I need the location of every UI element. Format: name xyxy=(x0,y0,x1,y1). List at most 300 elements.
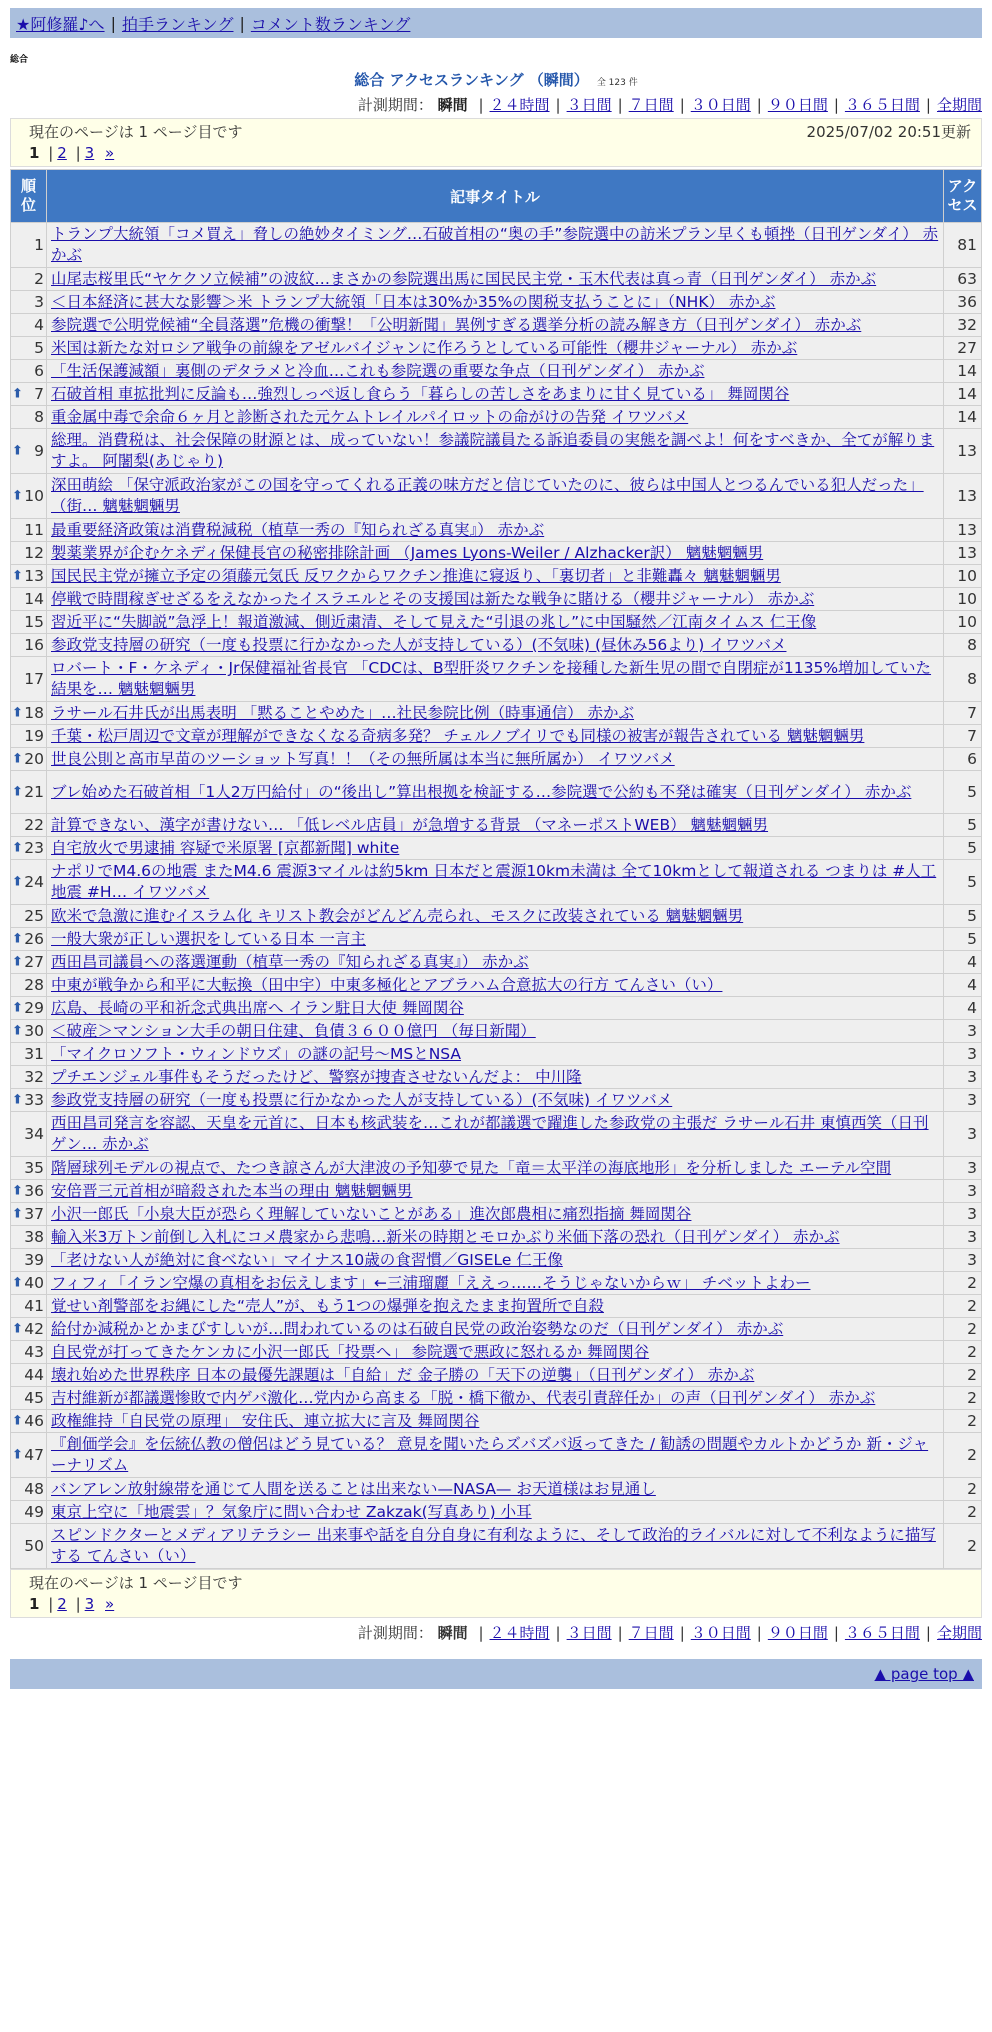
table-row xyxy=(11,928,982,951)
access-count: 2 xyxy=(944,1295,982,1318)
period-option-link[interactable]: ３６５日間 xyxy=(844,1624,920,1642)
rank-cell xyxy=(11,951,47,974)
article-link[interactable]: 「生活保護減額」裏側のデタラメと冷血…これも参院選の重要な争点（日刊ゲンダイ） 赤かぶ xyxy=(51,362,705,380)
article-link[interactable]: 参院選で公明党候補“全員落選”危機の衝撃！「公明新聞」異例すぎる選挙分析の読み解き方（日刊ゲンダイ） 赤かぶ xyxy=(51,316,862,334)
rank-number: 45 xyxy=(24,1389,44,1407)
access-count: 10 xyxy=(944,565,982,588)
page-next-link[interactable]: » xyxy=(105,1595,115,1613)
table-row xyxy=(11,1043,982,1066)
table-row xyxy=(11,905,982,928)
page-status: 現在のページは 1 ページ目です xyxy=(29,123,243,141)
article-link[interactable]: ブレ始めた石破首相「1人2万円給付」の“後出し”算出根拠を検証する…参院選で公約も不発は確実（日刊ゲンダイ） 赤かぶ xyxy=(51,782,912,801)
up-arrow-icon: ⬆ xyxy=(12,1183,23,1199)
article-link[interactable]: 米国は新たな対ロシア戦争の前線をアゼルバイジャンに作ろうとしている可能性（櫻井ジャーナル） 赤かぶ xyxy=(51,339,798,357)
table-row xyxy=(11,1295,982,1318)
rank-number: 33 xyxy=(24,1091,44,1109)
article-link[interactable]: バンアレン放射線帯を通じて人間を送ることは出来ない—NASA— お天道様はお見通し xyxy=(51,1480,656,1498)
period-current: 瞬間 xyxy=(437,1624,468,1642)
up-arrow-icon: ⬆ xyxy=(12,751,23,767)
page-link-3[interactable]: 3 xyxy=(84,1595,95,1613)
access-count: 5 xyxy=(944,814,982,837)
period-current: 瞬間 xyxy=(437,96,468,114)
rank-cell xyxy=(11,1043,47,1066)
access-count: 5 xyxy=(944,928,982,951)
table-row xyxy=(11,634,982,657)
rank-cell xyxy=(11,634,47,657)
table-row xyxy=(11,291,982,314)
title-cell xyxy=(47,1226,944,1249)
rank-cell xyxy=(11,814,47,837)
page-status: 現在のページは 1 ページ目です xyxy=(29,1574,243,1592)
table-header-row xyxy=(11,170,982,223)
access-count: 3 xyxy=(944,1180,982,1203)
rank-cell xyxy=(11,542,47,565)
article-link[interactable]: 総理。消費税は、社会保障の財源とは、成っていない！参議院議員たる訴追委員の実態を調べよ！何をすべきか、全てが解りますよ。 阿闍梨(あじゃり) xyxy=(51,431,935,470)
access-count: 5 xyxy=(944,905,982,928)
period-separator: | xyxy=(555,1624,561,1642)
rank-number: 47 xyxy=(24,1446,44,1464)
table-row xyxy=(11,406,982,429)
table-row xyxy=(11,1478,982,1501)
rank-cell xyxy=(11,1433,47,1478)
period-option-link[interactable]: ９０日間 xyxy=(767,1624,828,1642)
article-link[interactable]: 石破首相 車拡批判に反論も…強烈しっぺ返し食らう「暮らしの苦しさをあまりに甘く見ている」 舞岡関谷 xyxy=(51,385,790,403)
period-option-link[interactable]: ２４時間 xyxy=(489,1624,550,1642)
table-row xyxy=(11,1249,982,1272)
access-count: 14 xyxy=(944,406,982,429)
up-arrow-icon: ⬆ xyxy=(12,1092,23,1108)
title-cell xyxy=(47,1112,944,1157)
access-count: 2 xyxy=(944,1478,982,1501)
rank-number: 38 xyxy=(24,1228,44,1246)
article-link[interactable]: 停戦で時間稼ぎせざるをえなかったイスラエルとその支援国は新たな戦争に賭ける（櫻井ジャーナル） 赤かぶ xyxy=(51,590,815,608)
rank-number: 25 xyxy=(24,907,44,925)
title-cell xyxy=(47,1341,944,1364)
total-count: 全 123 件 xyxy=(596,78,638,88)
rank-cell xyxy=(11,1318,47,1341)
page-current: 1 xyxy=(29,1595,40,1613)
table-row xyxy=(11,771,982,814)
table-row xyxy=(11,542,982,565)
up-arrow-icon: ⬆ xyxy=(12,931,23,947)
access-count: 13 xyxy=(944,519,982,542)
col-access-header: アクセス xyxy=(944,170,982,223)
rank-cell xyxy=(11,974,47,997)
title-cell xyxy=(47,611,944,634)
period-separator: | xyxy=(925,96,931,114)
comment-ranking-link[interactable]: コメント数ランキング xyxy=(250,14,411,34)
period-option-link[interactable]: ３０日間 xyxy=(690,96,751,114)
access-count: 4 xyxy=(944,974,982,997)
access-count: 3 xyxy=(944,1020,982,1043)
page-next-link[interactable]: » xyxy=(105,144,115,162)
article-link[interactable]: 西田昌司発言を容認、天皇を元首に、日本も核武装を…これが都議選で躍進した参政党の主張だ ラサール石井 東慎西笑（日刊ゲン… 赤かぶ xyxy=(51,1114,929,1153)
rank-cell xyxy=(11,1364,47,1387)
period-option-link[interactable]: ７日間 xyxy=(628,96,674,114)
access-count: 3 xyxy=(944,1089,982,1112)
period-separator: | xyxy=(478,96,484,114)
page-link-2[interactable]: 2 xyxy=(57,1595,67,1613)
rank-number: 39 xyxy=(24,1251,44,1269)
period-option-link[interactable]: ３日間 xyxy=(566,96,612,114)
period-separator: | xyxy=(679,1624,685,1642)
period-separator: | xyxy=(617,96,623,114)
table-row xyxy=(11,611,982,634)
title-cell xyxy=(47,406,944,429)
title-cell xyxy=(47,771,944,814)
article-link[interactable]: 壊れ始めた世界秩序 日本の最優先課題は「自給」だ 金子勝の「天下の逆襲」（日刊ゲンダイ） 赤かぶ xyxy=(51,1366,755,1384)
table-row xyxy=(11,1112,982,1157)
title-cell xyxy=(47,1180,944,1203)
access-count: 3 xyxy=(944,1157,982,1180)
rank-cell xyxy=(11,1089,47,1112)
rank-number: 3 xyxy=(34,293,44,311)
title-cell xyxy=(47,588,944,611)
rank-number: 5 xyxy=(34,339,44,357)
period-options xyxy=(472,1624,982,1642)
col-title-header: 記事タイトル xyxy=(47,170,944,223)
rank-number: 32 xyxy=(24,1068,44,1086)
access-count: 13 xyxy=(944,542,982,565)
article-link[interactable]: 山尾志桜里氏“ヤケクソ立候補”の波紋…まさかの参院選出馬に国民民主党・玉木代表は真っ青（日刊ゲンダイ） 赤かぶ xyxy=(51,270,877,288)
article-link[interactable]: 中東が戦争から和平に大転換（田中宇）中東多極化とアブラハム合意拡大の行方 てんさい（い） xyxy=(51,976,723,994)
title-cell xyxy=(47,974,944,997)
article-link[interactable]: ＜破産＞マンション大手の朝日住建、負債３６００億円 （毎日新聞） xyxy=(51,1022,536,1040)
title-cell xyxy=(47,314,944,337)
rank-cell xyxy=(11,1478,47,1501)
rank-cell xyxy=(11,337,47,360)
ranking-table xyxy=(10,169,982,1569)
ranking-title: 総合 アクセスランキング （瞬間） xyxy=(354,71,589,89)
article-link[interactable]: 参政党支持層の研究（一度も投票に行かなかった人が支持している）(不気味) イワツバメ xyxy=(51,1091,673,1109)
article-link[interactable]: 安倍晋三元首相が暗殺された本当の理由 魑魅魍魎男 xyxy=(51,1182,413,1200)
rank-number: 9 xyxy=(34,442,44,460)
title-cell xyxy=(47,1203,944,1226)
period-option-link[interactable]: ３６５日間 xyxy=(844,96,920,114)
article-link[interactable]: プチエンジェル事件もそうだったけど、警察が捜査させないんだよ： 中川隆 xyxy=(51,1068,582,1086)
access-count: 36 xyxy=(944,291,982,314)
title-cell xyxy=(47,837,944,860)
access-count: 2 xyxy=(944,1387,982,1410)
up-arrow-icon: ⬆ xyxy=(12,1413,23,1429)
rank-cell xyxy=(11,1295,47,1318)
rank-number: 27 xyxy=(24,953,44,971)
period-selector xyxy=(10,94,982,115)
page-top-link[interactable]: ▲ page top ▲ xyxy=(874,1665,974,1683)
rank-cell xyxy=(11,1387,47,1410)
rank-number: 18 xyxy=(24,704,44,722)
up-arrow-icon: ⬆ xyxy=(12,386,23,402)
period-option-link[interactable]: ３０日間 xyxy=(690,1624,751,1642)
article-link[interactable]: 東京上空に「地震雲」？気象庁に問い合わせ Zakzak(写真あり) 小耳 xyxy=(51,1503,532,1521)
article-link[interactable]: 深田萌絵 「保守派政治家がこの国を守ってくれる正義の味方だと信じていたのに、彼らは中国人とつるんでいる犯人だった」（街… 魑魅魍魎男 xyxy=(51,476,924,515)
up-arrow-icon: ⬆ xyxy=(12,1321,23,1337)
up-arrow-icon: ⬆ xyxy=(12,954,23,970)
up-arrow-icon: ⬆ xyxy=(12,1275,23,1291)
title-cell xyxy=(47,1157,944,1180)
article-link[interactable]: 国民民主党が擁立予定の須藤元気氏 反ワクからワクチン推進に寝返り、「裏切者」と非難轟々 魑魅魍魎男 xyxy=(51,567,781,585)
article-link[interactable]: 給付か減税かとかまびすしいが…問われているのは石破自民党の政治姿勢なのだ（日刊ゲンダイ） 赤かぶ xyxy=(51,1320,784,1338)
table-row xyxy=(11,565,982,588)
rank-number: 6 xyxy=(34,362,44,380)
title-cell xyxy=(47,951,944,974)
rank-cell xyxy=(11,223,47,268)
rank-number: 11 xyxy=(24,521,44,539)
table-row xyxy=(11,1318,982,1341)
article-link[interactable]: 製薬業界が企むケネディ保健長官の秘密排除計画 （James Lyons-Weiler / Alzhacker訳） 魑魅魍魎男 xyxy=(51,544,764,562)
rank-number: 20 xyxy=(24,750,44,768)
table-row xyxy=(11,1203,982,1226)
rank-number: 37 xyxy=(24,1205,44,1223)
period-option-link[interactable]: ７日間 xyxy=(628,1624,674,1642)
rank-cell xyxy=(11,1020,47,1043)
period-label: 計測期間： xyxy=(357,96,433,114)
rank-cell xyxy=(11,360,47,383)
rank-number: 30 xyxy=(24,1022,44,1040)
rank-cell xyxy=(11,905,47,928)
title-cell xyxy=(47,474,944,519)
rank-cell xyxy=(11,1112,47,1157)
table-row xyxy=(11,588,982,611)
access-count: 7 xyxy=(944,725,982,748)
up-arrow-icon: ⬆ xyxy=(12,1447,23,1463)
table-row xyxy=(11,223,982,268)
article-link[interactable]: ＜日本経済に甚大な影響＞米 トランプ大統領「日本は30%か35%の関税支払うことに」（NHK） 赤かぶ xyxy=(51,293,776,311)
article-link[interactable]: 吉村維新が都議選惨敗で内ゲバ激化…党内から高まる「脱・橋下徹か、代表引責辞任か」の声（日刊ゲンダイ） 赤かぶ xyxy=(51,1389,876,1407)
period-option-link[interactable]: ３日間 xyxy=(566,1624,612,1642)
article-link[interactable]: フィフィ「イラン空爆の真相をお伝えします」←三浦瑠麗「ええっ……そうじゃないからｗ」 チベットよわー xyxy=(51,1274,811,1292)
table-row xyxy=(11,837,982,860)
rank-number: 1 xyxy=(34,236,44,254)
title-cell xyxy=(47,337,944,360)
article-link[interactable]: 計算できない、漢字が書けない… 「低レベル店員」が急増する背景 （マネーポストWEB） 魑魅魍魎男 xyxy=(51,816,769,834)
article-link[interactable]: 重金属中毒で余命６ヶ月と診断された元ケムトレイルパイロットの命がけの告発 イワツバメ xyxy=(51,408,689,426)
rank-cell xyxy=(11,474,47,519)
table-row xyxy=(11,702,982,725)
table-row xyxy=(11,1524,982,1569)
title-cell xyxy=(47,291,944,314)
page-link-3[interactable]: 3 xyxy=(84,144,95,162)
rank-number: 46 xyxy=(24,1412,44,1430)
rank-number: 42 xyxy=(24,1320,44,1338)
access-count: 10 xyxy=(944,611,982,634)
title-cell xyxy=(47,268,944,291)
article-link[interactable]: ナポリでM4.6の地震 またM4.6 震源3マイルは約5km 日本だと震源10km未満は 全て10kmとして報道される つまりは #人工地震 #H… イワツバメ xyxy=(51,862,937,901)
rank-cell xyxy=(11,702,47,725)
title-cell xyxy=(47,565,944,588)
access-count: 3 xyxy=(944,1249,982,1272)
rank-cell xyxy=(11,657,47,702)
article-link[interactable]: 小沢一郎氏「小泉大臣が恐らく理解していないことがある」進次郎農相に痛烈指摘 舞岡関谷 xyxy=(51,1205,692,1223)
nav-separator: | xyxy=(110,13,116,33)
access-count: 13 xyxy=(944,429,982,474)
rank-number: 16 xyxy=(24,636,44,654)
article-link[interactable]: 広島、長崎の平和祈念式典出席へ イラン駐日大使 舞岡関谷 xyxy=(51,999,464,1017)
title-cell xyxy=(47,1272,944,1295)
home-link[interactable]: ★阿修羅♪へ xyxy=(16,14,105,34)
table-row xyxy=(11,429,982,474)
table-row xyxy=(11,1364,982,1387)
table-row xyxy=(11,997,982,1020)
table-row xyxy=(11,519,982,542)
page-title xyxy=(0,69,992,90)
table-row xyxy=(11,1387,982,1410)
article-link[interactable]: ロバート・F・ケネディ・Jr保健福祉省長官 「CDCは、B型肝炎ワクチンを接種した新生児の間で自閉症が1135%増加していた結果を… 魑魅魍魎男 xyxy=(51,659,932,698)
access-count: 2 xyxy=(944,1272,982,1295)
article-link[interactable]: 政権維持「自民党の原理」 安住氏、連立拡大に言及 舞岡関谷 xyxy=(51,1412,480,1430)
up-arrow-icon: ⬆ xyxy=(12,784,23,800)
article-link[interactable]: 参政党支持層の研究（一度も投票に行かなかった人が支持している）(不気味) (昼休み56より) イワツバメ xyxy=(51,636,787,654)
article-link[interactable]: 『創価学会』を伝統仏教の僧侶はどう見ている？ 意見を聞いたらズバズバ返ってきた / 勧誘の問題やカルトかどうか 新・ジャーナリズム xyxy=(51,1435,929,1474)
col-rank-header: 順位 xyxy=(11,170,47,223)
title-cell xyxy=(47,1089,944,1112)
period-option-link[interactable]: ２４時間 xyxy=(489,96,550,114)
article-link[interactable]: 習近平に“失脚説”急浮上！報道激減、側近粛清、そして見えた“引退の兆し”に中国騒然／江南タイムス 仁王像 xyxy=(51,613,817,631)
rank-cell xyxy=(11,1272,47,1295)
title-cell xyxy=(47,1387,944,1410)
pager-top xyxy=(10,118,982,167)
title-cell xyxy=(47,860,944,905)
clap-ranking-link[interactable]: 拍手ランキング xyxy=(121,14,234,34)
rank-number: 24 xyxy=(24,873,44,891)
period-selector-bottom xyxy=(10,1622,982,1643)
article-link[interactable]: 「マイクロソフト・ウィンドウズ」の謎の記号～MSとNSA xyxy=(51,1045,462,1063)
period-separator: | xyxy=(679,96,685,114)
access-count: 2 xyxy=(944,1524,982,1569)
article-link[interactable]: 輸入米3万トン前倒し入札にコメ農家から悲鳴…新米の時期とモロかぶり米価下落の恐れ（日刊ゲンダイ） 赤かぶ xyxy=(51,1228,840,1246)
table-row xyxy=(11,814,982,837)
access-count: 5 xyxy=(944,837,982,860)
page-link-2[interactable]: 2 xyxy=(57,144,67,162)
up-arrow-icon: ⬆ xyxy=(12,1023,23,1039)
rank-number: 2 xyxy=(34,270,44,288)
up-arrow-icon: ⬆ xyxy=(12,840,23,856)
article-link[interactable]: 自宅放火で男逮捕 容疑で米原署 [京都新聞] white xyxy=(51,839,400,857)
access-count: 27 xyxy=(944,337,982,360)
updated-time: 2025/07/02 20:51更新 xyxy=(806,123,971,141)
access-count: 5 xyxy=(944,771,982,814)
table-row xyxy=(11,360,982,383)
title-cell xyxy=(47,702,944,725)
article-link[interactable]: 西田昌司議員への落選運動（植草一秀の『知られざる真実』） 赤かぶ xyxy=(51,953,529,971)
period-option-link[interactable]: 全期間 xyxy=(936,1624,982,1642)
rank-cell xyxy=(11,1066,47,1089)
article-link[interactable]: ラサール石井氏が出馬表明 「黙ることやめた」…社民参院比例（時事通信） 赤かぶ xyxy=(51,704,635,722)
table-row xyxy=(11,1089,982,1112)
table-row xyxy=(11,1501,982,1524)
rank-cell xyxy=(11,383,47,406)
rank-number: 10 xyxy=(24,487,44,505)
title-cell xyxy=(47,1524,944,1569)
rank-number: 40 xyxy=(24,1274,44,1292)
up-arrow-icon: ⬆ xyxy=(12,443,23,459)
article-link[interactable]: トランプ大統領「コメ買え」脅しの絶妙タイミング…石破首相の“奥の手”参院選中の訪米プラン早くも頓挫（日刊ゲンダイ） 赤かぶ xyxy=(51,225,939,264)
table-row xyxy=(11,1272,982,1295)
period-separator: | xyxy=(833,96,839,114)
rank-number: 13 xyxy=(24,567,44,585)
rank-number: 41 xyxy=(24,1297,44,1315)
rank-cell xyxy=(11,1180,47,1203)
rank-cell xyxy=(11,268,47,291)
title-cell xyxy=(47,223,944,268)
article-link[interactable]: 「老けない人が絶対に食べない」マイナス10歳の食習慣／GISELe 仁王像 xyxy=(51,1251,563,1269)
article-link[interactable]: 一般大衆が正しい選択をしている日本 一言主 xyxy=(51,930,366,948)
title-cell xyxy=(47,1433,944,1478)
rank-number: 31 xyxy=(24,1045,44,1063)
access-count: 3 xyxy=(944,1043,982,1066)
rank-number: 34 xyxy=(24,1125,44,1143)
period-options xyxy=(472,96,982,114)
article-link[interactable]: 覚せい剤警部をお縄にした“売人”が、もう1つの爆弾を抱えたまま拘置所で自殺 xyxy=(51,1297,604,1315)
rank-cell xyxy=(11,1410,47,1433)
rank-cell xyxy=(11,406,47,429)
rank-number: 22 xyxy=(24,816,44,834)
rank-number: 43 xyxy=(24,1343,44,1361)
up-arrow-icon: ⬆ xyxy=(12,705,23,721)
period-separator: | xyxy=(756,1624,762,1642)
access-count: 3 xyxy=(944,1203,982,1226)
article-link[interactable]: 階層球列モデルの視点で、たつき諒さんが大津波の予知夢で見た「竜＝太平洋の海底地形」を分析しました エーテル空間 xyxy=(51,1159,892,1177)
rank-cell xyxy=(11,725,47,748)
access-count: 63 xyxy=(944,268,982,291)
title-cell xyxy=(47,542,944,565)
up-arrow-icon: ⬆ xyxy=(12,1206,23,1222)
period-option-link[interactable]: 全期間 xyxy=(936,96,982,114)
rank-number: 50 xyxy=(24,1537,44,1555)
access-count: 8 xyxy=(944,657,982,702)
rank-cell xyxy=(11,860,47,905)
period-option-link[interactable]: ９０日間 xyxy=(767,96,828,114)
period-separator: | xyxy=(925,1624,931,1642)
article-link[interactable]: スピンドクターとメディアリテラシー 出来事や話を自分自身に有利なように、そして政治的ライバルに対して不利なように描写する てんさい（い） xyxy=(51,1526,936,1565)
access-count: 10 xyxy=(944,588,982,611)
access-count: 81 xyxy=(944,223,982,268)
table-row xyxy=(11,383,982,406)
article-link[interactable]: 世良公則と高市早苗のツーショット写真！！（その無所属は本当に無所属か） イワツバメ xyxy=(51,750,675,768)
title-cell xyxy=(47,634,944,657)
article-link[interactable]: 自民党が打ってきたケンカに小沢一郎氏「投票へ」 参院選で悪政に怒れるか 舞岡関谷 xyxy=(51,1343,650,1361)
table-row xyxy=(11,1433,982,1478)
title-cell xyxy=(47,1410,944,1433)
table-row xyxy=(11,1180,982,1203)
nav-separator: | xyxy=(239,13,245,33)
article-link[interactable]: 最重要経済政策は消費税減税（植草一秀の『知られざる真実』） 赤かぶ xyxy=(51,521,545,539)
access-count: 2 xyxy=(944,1410,982,1433)
title-cell xyxy=(47,928,944,951)
access-count: 32 xyxy=(944,314,982,337)
access-count: 6 xyxy=(944,748,982,771)
table-row xyxy=(11,748,982,771)
period-separator: | xyxy=(478,1624,484,1642)
rank-cell xyxy=(11,429,47,474)
article-link[interactable]: 千葉・松戸周辺で文章が理解ができなくなる奇病多発？ チェルノブイリでも同様の被害が報告されている 魑魅魍魎男 xyxy=(51,727,865,745)
rank-cell xyxy=(11,291,47,314)
bottom-bar xyxy=(10,1659,982,1689)
title-cell xyxy=(47,1318,944,1341)
title-cell xyxy=(47,725,944,748)
table-row xyxy=(11,951,982,974)
table-row xyxy=(11,1341,982,1364)
article-link[interactable]: 欧米で急激に進むイスラム化 キリスト教会がどんどん売られ、モスクに改装されている 魑魅魍魎男 xyxy=(51,907,744,925)
access-count: 4 xyxy=(944,997,982,1020)
rank-number: 7 xyxy=(34,385,44,403)
rank-cell xyxy=(11,1203,47,1226)
title-cell xyxy=(47,360,944,383)
access-count: 3 xyxy=(944,1226,982,1249)
title-cell xyxy=(47,748,944,771)
title-cell xyxy=(47,519,944,542)
rank-number: 35 xyxy=(24,1159,44,1177)
